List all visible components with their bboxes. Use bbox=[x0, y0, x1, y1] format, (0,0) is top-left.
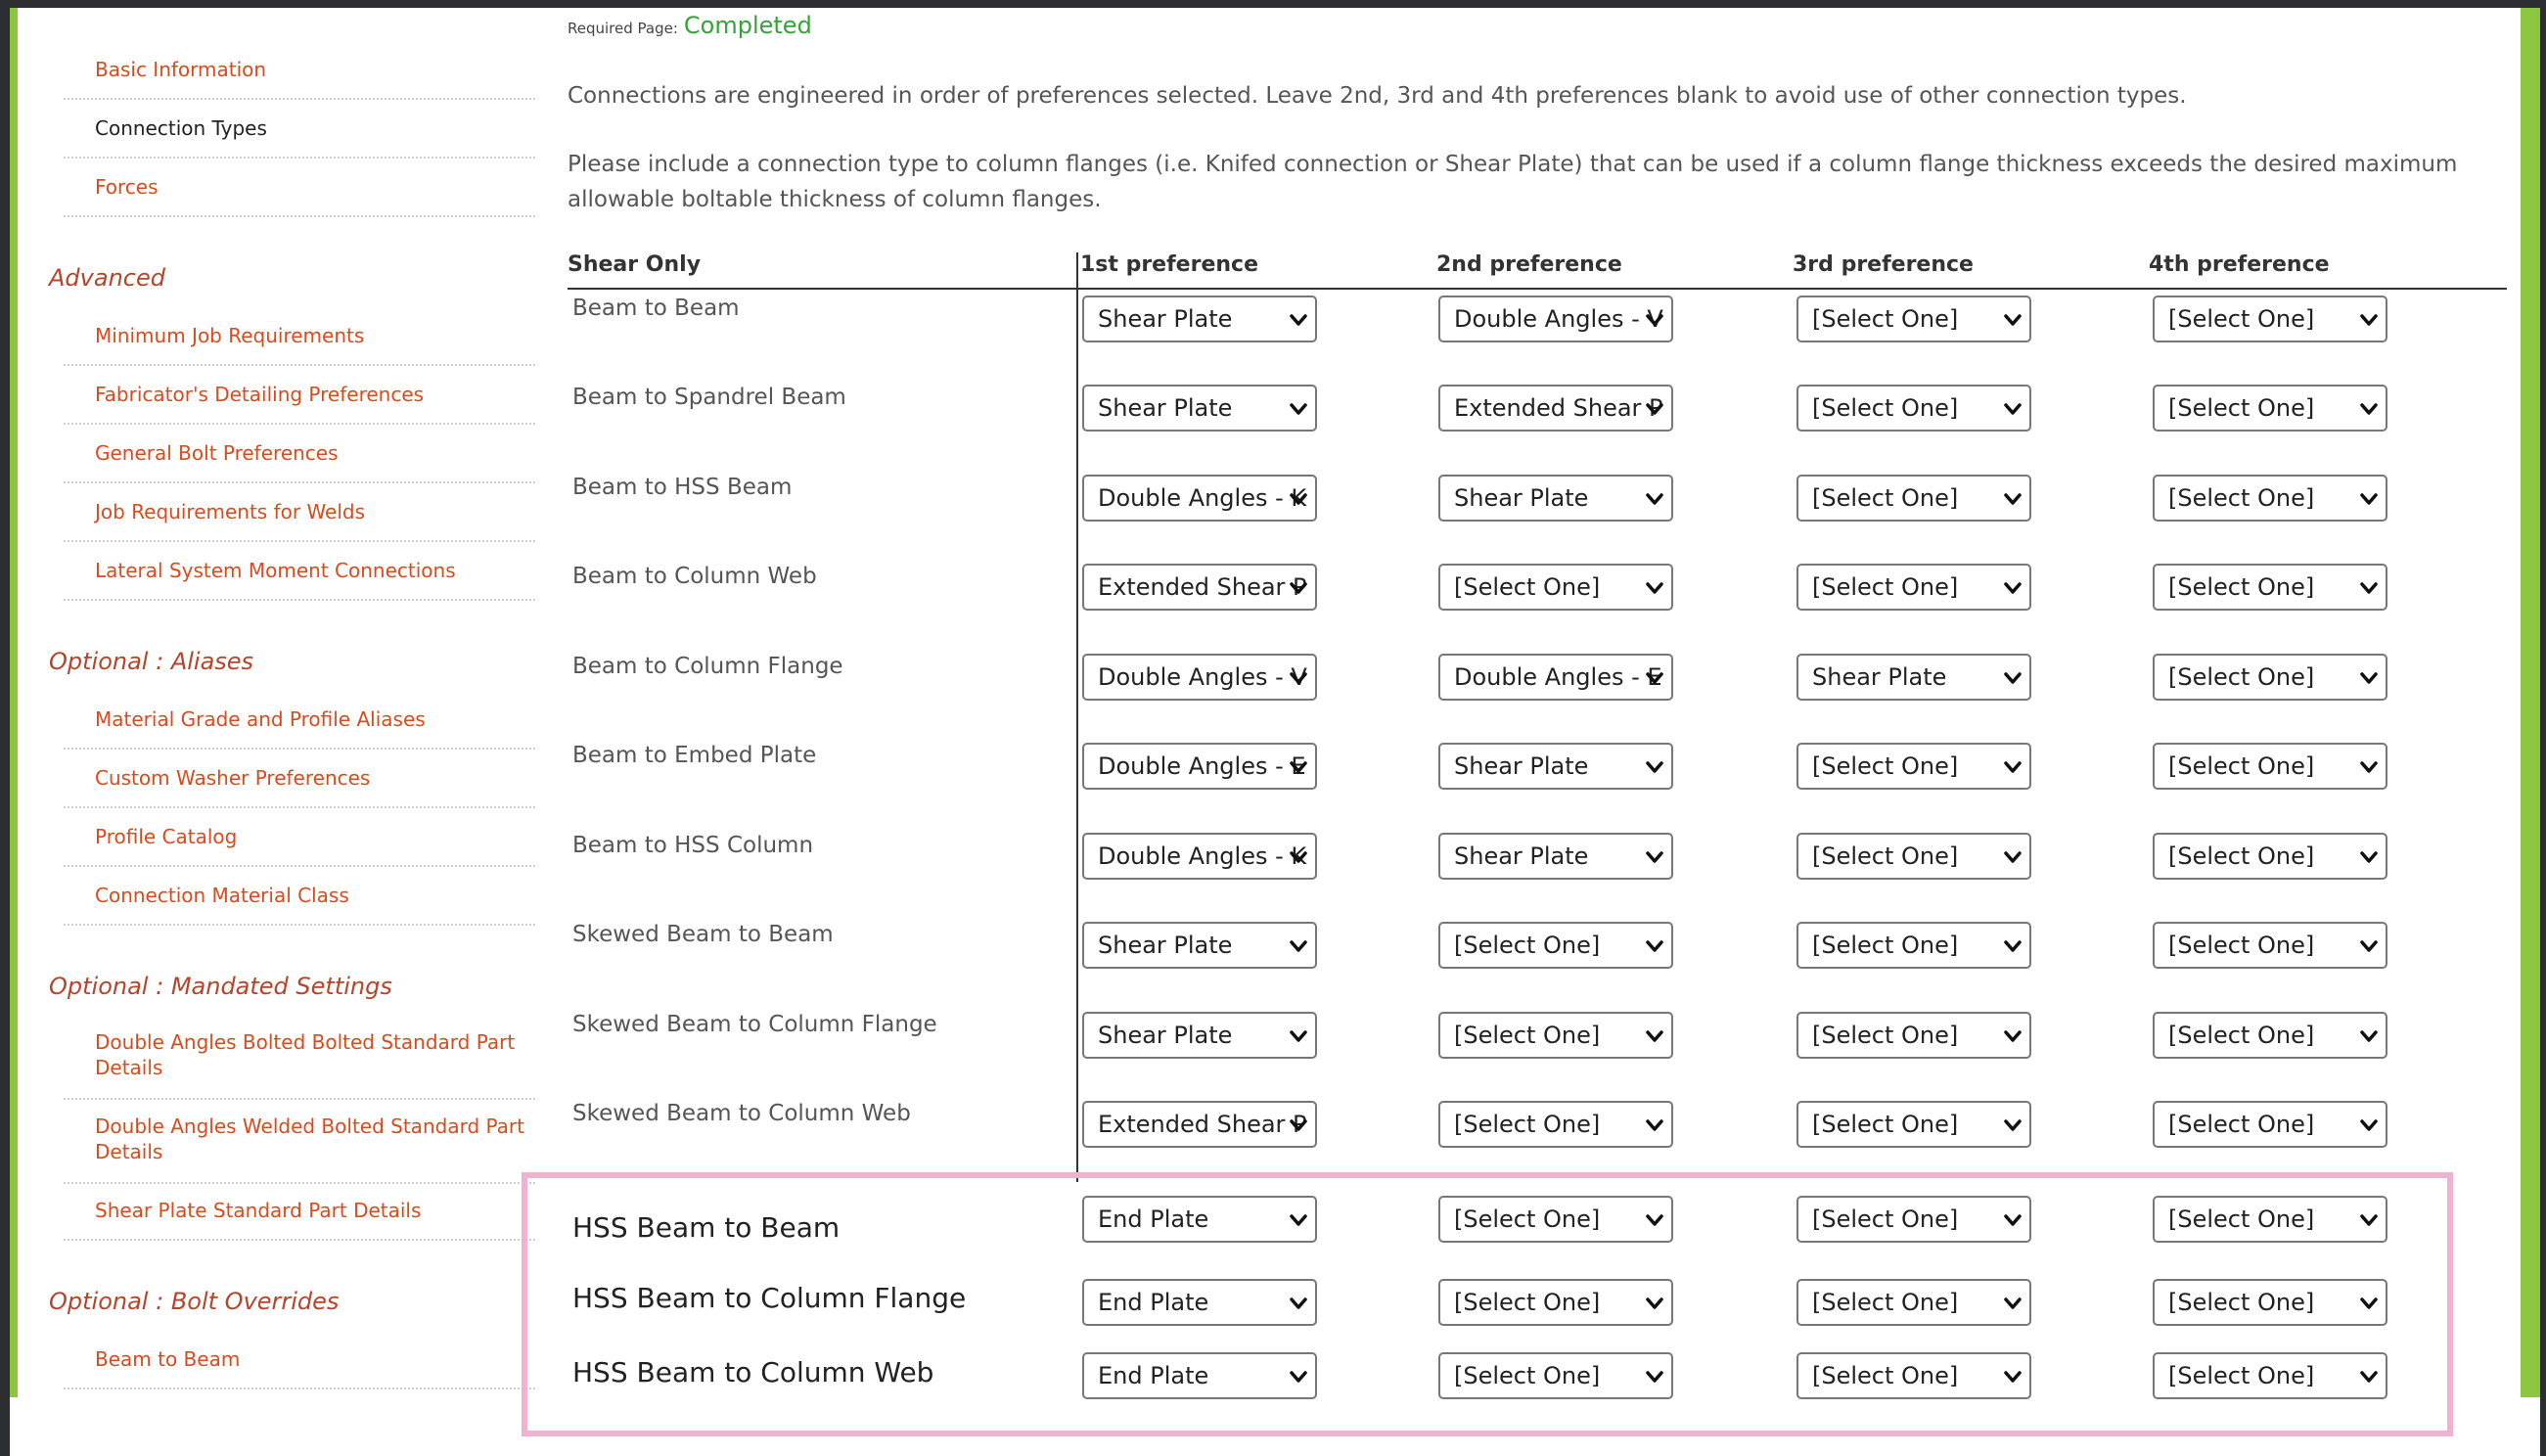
select-value: Shear Plate bbox=[1454, 752, 1589, 780]
select-value: [Select One] bbox=[2168, 663, 2315, 691]
intro-text-1: Connections are engineered in order of preferences selected. Leave 2nd, 3rd and 4th preferences blank to avoid use of other connection types. bbox=[568, 83, 2187, 109]
select-value: Extended Shear P bbox=[1098, 573, 1307, 601]
sidebar-item-job-requirements-for-welds[interactable]: Job Requirements for Welds bbox=[95, 500, 366, 523]
select-value: Double Angles - E bbox=[1454, 663, 1662, 691]
select-hss-beam-to-column-web-pref-2[interactable] bbox=[1438, 1352, 1673, 1399]
select-value: [Select One] bbox=[1812, 394, 1959, 422]
sidebar-divider bbox=[64, 865, 535, 867]
select-value: [Select One] bbox=[1454, 1022, 1601, 1049]
select-value: [Select One] bbox=[1812, 484, 1959, 512]
sidebar-item-forces[interactable]: Forces bbox=[95, 175, 159, 199]
required-page-label: Required Page: bbox=[568, 20, 678, 37]
select-skewed-beam-to-column-flange-pref-2[interactable] bbox=[1438, 1012, 1673, 1059]
select-value: Shear Plate bbox=[1098, 305, 1233, 333]
sidebar-item-material-grade-and-profile-aliases[interactable]: Material Grade and Profile Aliases bbox=[95, 707, 426, 731]
select-hss-beam-to-beam-pref-3[interactable] bbox=[1796, 1196, 2031, 1243]
select-hss-beam-to-beam-pref-1[interactable] bbox=[1082, 1196, 1317, 1243]
select-skewed-beam-to-column-flange-pref-1[interactable] bbox=[1082, 1012, 1317, 1059]
select-value: [Select One] bbox=[1812, 305, 1959, 333]
select-beam-to-beam-pref-4[interactable] bbox=[2153, 296, 2387, 342]
sidebar-item-double-angles-welded-bolted[interactable]: Double Angles Welded Bolted Standard Part Details bbox=[95, 1115, 524, 1163]
select-skewed-beam-to-beam-pref-1[interactable] bbox=[1082, 922, 1317, 969]
select-value: [Select One] bbox=[1454, 932, 1601, 959]
select-beam-to-hss-column-pref-1[interactable] bbox=[1082, 833, 1317, 880]
select-skewed-beam-to-beam-pref-3[interactable] bbox=[1796, 922, 2031, 969]
sidebar-divider bbox=[64, 157, 535, 159]
select-value: Shear Plate bbox=[1098, 1022, 1233, 1049]
select-beam-to-column-web-pref-2[interactable] bbox=[1438, 564, 1673, 611]
select-beam-to-hss-column-pref-4[interactable] bbox=[2153, 833, 2387, 880]
select-beam-to-hss-column-pref-2[interactable] bbox=[1438, 833, 1673, 880]
select-beam-to-hss-beam-pref-1[interactable] bbox=[1082, 475, 1317, 522]
select-hss-beam-to-column-flange-pref-2[interactable] bbox=[1438, 1279, 1673, 1326]
header-rule bbox=[568, 288, 2507, 290]
select-value: Extended Shear P bbox=[1098, 1111, 1307, 1138]
select-beam-to-spandrel-beam-pref-3[interactable] bbox=[1796, 385, 2031, 432]
intro-text-2: Please include a connection type to column flanges (i.e. Knifed connection or Shear Plate) that can be used if a column flange thickness exceeds the desired maximum allowable boltable thickness of column flanges. bbox=[568, 152, 2458, 212]
select-value: Double Angles - K bbox=[1098, 842, 1307, 870]
select-beam-to-beam-pref-2[interactable] bbox=[1438, 296, 1673, 342]
left-accent-strip bbox=[10, 8, 18, 1397]
sidebar-divider bbox=[64, 481, 535, 483]
select-value: [Select One] bbox=[2168, 573, 2315, 601]
select-value: [Select One] bbox=[1812, 842, 1959, 870]
select-beam-to-embed-plate-pref-3[interactable] bbox=[1796, 743, 2031, 790]
select-value: [Select One] bbox=[1812, 1289, 1959, 1316]
select-value: [Select One] bbox=[1812, 1022, 1959, 1049]
select-value: Extended Shear P bbox=[1454, 394, 1663, 422]
select-value: [Select One] bbox=[1454, 1206, 1601, 1233]
right-accent-strip bbox=[2521, 8, 2540, 1397]
select-beam-to-hss-column-pref-3[interactable] bbox=[1796, 833, 2031, 880]
sidebar-divider bbox=[64, 540, 535, 542]
select-value: [Select One] bbox=[2168, 1022, 2315, 1049]
row-label-skewed-beam-to-column-flange: Skewed Beam to Column Flange bbox=[572, 1012, 937, 1037]
row-label-hss-beam-to-column-flange: HSS Beam to Column Flange bbox=[572, 1282, 967, 1314]
sidebar-item-bolt-override-beam-to-beam[interactable]: Beam to Beam bbox=[95, 1347, 241, 1371]
select-value: [Select One] bbox=[2168, 1206, 2315, 1233]
row-label-hss-beam-to-beam: HSS Beam to Beam bbox=[572, 1211, 841, 1244]
sidebar-divider bbox=[64, 98, 535, 100]
sidebar-divider bbox=[64, 599, 535, 601]
select-value: [Select One] bbox=[2168, 1111, 2315, 1138]
select-value: End Plate bbox=[1098, 1289, 1209, 1316]
row-label-skewed-beam-to-beam: Skewed Beam to Beam bbox=[572, 922, 834, 947]
sidebar-divider bbox=[64, 215, 535, 217]
select-value: Double Angles - E bbox=[1098, 752, 1306, 780]
sidebar-section-aliases: Optional : Aliases bbox=[49, 648, 254, 675]
select-beam-to-hss-beam-pref-4[interactable] bbox=[2153, 475, 2387, 522]
sidebar-item-profile-catalog[interactable]: Profile Catalog bbox=[95, 825, 238, 848]
row-label-hss-beam-to-column-web: HSS Beam to Column Web bbox=[572, 1356, 934, 1388]
select-beam-to-embed-plate-pref-2[interactable] bbox=[1438, 743, 1673, 790]
select-beam-to-hss-beam-pref-3[interactable] bbox=[1796, 475, 2031, 522]
select-beam-to-spandrel-beam-pref-2[interactable] bbox=[1438, 385, 1673, 432]
select-beam-to-spandrel-beam-pref-1[interactable] bbox=[1082, 385, 1317, 432]
select-value: [Select One] bbox=[2168, 842, 2315, 870]
sidebar-item-basic-information[interactable]: Basic Information bbox=[95, 58, 267, 81]
select-skewed-beam-to-column-web-pref-1[interactable] bbox=[1082, 1101, 1317, 1148]
select-beam-to-embed-plate-pref-1[interactable] bbox=[1082, 743, 1317, 790]
select-skewed-beam-to-column-web-pref-4[interactable] bbox=[2153, 1101, 2387, 1148]
select-value: [Select One] bbox=[1454, 1362, 1601, 1389]
row-label-beam-to-beam: Beam to Beam bbox=[572, 296, 740, 321]
sidebar-section-advanced: Advanced bbox=[49, 264, 165, 292]
select-hss-beam-to-beam-pref-4[interactable] bbox=[2153, 1196, 2387, 1243]
select-value: [Select One] bbox=[2168, 1362, 2315, 1389]
select-value: Double Angles - V bbox=[1098, 663, 1307, 691]
sidebar-item-general-bolt-preferences[interactable]: General Bolt Preferences bbox=[95, 441, 339, 465]
select-value: [Select One] bbox=[1812, 1111, 1959, 1138]
select-value: [Select One] bbox=[1812, 932, 1959, 959]
select-skewed-beam-to-column-flange-pref-3[interactable] bbox=[1796, 1012, 2031, 1059]
row-label-beam-to-column-flange: Beam to Column Flange bbox=[572, 654, 843, 679]
required-page-value: Completed bbox=[683, 12, 812, 39]
select-beam-to-column-flange-pref-4[interactable] bbox=[2153, 654, 2387, 701]
select-value: [Select One] bbox=[1454, 573, 1601, 601]
sidebar-item-lateral-system-moment-connections[interactable]: Lateral System Moment Connections bbox=[95, 559, 456, 582]
select-hss-beam-to-column-web-pref-3[interactable] bbox=[1796, 1352, 2031, 1399]
column-header-2nd: 2nd preference bbox=[1436, 252, 1622, 277]
sidebar-divider bbox=[64, 1182, 535, 1184]
select-skewed-beam-to-beam-pref-2[interactable] bbox=[1438, 922, 1673, 969]
sidebar-section-bolt-overrides: Optional : Bolt Overrides bbox=[49, 1288, 340, 1315]
select-value: Double Angles - V bbox=[1454, 305, 1663, 333]
window-top-bar bbox=[0, 0, 2546, 8]
window-right-edge bbox=[2540, 0, 2546, 1456]
select-beam-to-column-web-pref-1[interactable] bbox=[1082, 564, 1317, 611]
select-beam-to-column-flange-pref-1[interactable] bbox=[1082, 654, 1317, 701]
select-value: [Select One] bbox=[1812, 752, 1959, 780]
select-beam-to-embed-plate-pref-4[interactable] bbox=[2153, 743, 2387, 790]
select-skewed-beam-to-column-web-pref-2[interactable] bbox=[1438, 1101, 1673, 1148]
select-beam-to-beam-pref-3[interactable] bbox=[1796, 296, 2031, 342]
select-skewed-beam-to-column-web-pref-3[interactable] bbox=[1796, 1101, 2031, 1148]
label-column-rule bbox=[1076, 252, 1078, 1182]
select-beam-to-beam-pref-1[interactable] bbox=[1082, 296, 1317, 342]
section-header-shear-only: Shear Only bbox=[568, 252, 702, 277]
row-label-beam-to-spandrel-beam: Beam to Spandrel Beam bbox=[572, 385, 846, 410]
sidebar-divider bbox=[64, 924, 535, 926]
select-hss-beam-to-column-flange-pref-4[interactable] bbox=[2153, 1279, 2387, 1326]
sidebar-item-connection-types[interactable]: Connection Types bbox=[95, 116, 267, 140]
select-beam-to-hss-beam-pref-2[interactable] bbox=[1438, 475, 1673, 522]
column-header-4th: 4th preference bbox=[2149, 252, 2330, 277]
select-value: [Select One] bbox=[2168, 752, 2315, 780]
sidebar-divider bbox=[64, 423, 535, 425]
select-hss-beam-to-column-flange-pref-1[interactable] bbox=[1082, 1279, 1317, 1326]
select-value: [Select One] bbox=[1812, 1206, 1959, 1233]
select-value: End Plate bbox=[1098, 1206, 1209, 1233]
select-value: Shear Plate bbox=[1454, 484, 1589, 512]
sidebar-item-fabricators-detailing-preferences[interactable]: Fabricator's Detailing Preferences bbox=[95, 383, 425, 406]
sidebar-divider bbox=[64, 806, 535, 808]
window-left-edge bbox=[0, 0, 10, 1456]
select-beam-to-column-web-pref-3[interactable] bbox=[1796, 564, 2031, 611]
select-value: [Select One] bbox=[2168, 484, 2315, 512]
select-value: [Select One] bbox=[1812, 1362, 1959, 1389]
select-beam-to-column-flange-pref-2[interactable] bbox=[1438, 654, 1673, 701]
column-header-3rd: 3rd preference bbox=[1793, 252, 1974, 277]
select-hss-beam-to-column-web-pref-4[interactable] bbox=[2153, 1352, 2387, 1399]
sidebar-section-mandated-settings: Optional : Mandated Settings bbox=[49, 973, 392, 1000]
select-hss-beam-to-column-flange-pref-3[interactable] bbox=[1796, 1279, 2031, 1326]
sidebar-item-connection-material-class[interactable]: Connection Material Class bbox=[95, 884, 349, 907]
select-value: [Select One] bbox=[1454, 1111, 1601, 1138]
select-hss-beam-to-column-web-pref-1[interactable] bbox=[1082, 1352, 1317, 1399]
row-label-beam-to-column-web: Beam to Column Web bbox=[572, 564, 817, 589]
sidebar-item-custom-washer-preferences[interactable]: Custom Washer Preferences bbox=[95, 766, 371, 790]
sidebar-item-shear-plate-standard-part-details[interactable]: Shear Plate Standard Part Details bbox=[95, 1199, 422, 1222]
sidebar-divider bbox=[64, 1098, 535, 1100]
row-label-skewed-beam-to-column-web: Skewed Beam to Column Web bbox=[572, 1101, 911, 1126]
select-skewed-beam-to-column-flange-pref-4[interactable] bbox=[2153, 1012, 2387, 1059]
select-value: [Select One] bbox=[2168, 305, 2315, 333]
sidebar-item-double-angles-bolted-bolted[interactable]: Double Angles Bolted Bolted Standard Part Details bbox=[95, 1030, 516, 1079]
select-value: [Select One] bbox=[1812, 573, 1959, 601]
select-value: Double Angles - K bbox=[1098, 484, 1307, 512]
sidebar-divider bbox=[64, 1388, 535, 1389]
sidebar-divider bbox=[64, 364, 535, 366]
select-beam-to-column-web-pref-4[interactable] bbox=[2153, 564, 2387, 611]
select-value: Shear Plate bbox=[1098, 394, 1233, 422]
select-value: End Plate bbox=[1098, 1362, 1209, 1389]
row-label-beam-to-hss-column: Beam to HSS Column bbox=[572, 833, 814, 858]
select-skewed-beam-to-beam-pref-4[interactable] bbox=[2153, 922, 2387, 969]
row-label-beam-to-embed-plate: Beam to Embed Plate bbox=[572, 743, 817, 768]
select-value: Shear Plate bbox=[1454, 842, 1589, 870]
select-value: [Select One] bbox=[2168, 1289, 2315, 1316]
select-hss-beam-to-beam-pref-2[interactable] bbox=[1438, 1196, 1673, 1243]
select-value: [Select One] bbox=[1454, 1289, 1601, 1316]
select-value: [Select One] bbox=[2168, 394, 2315, 422]
select-beam-to-column-flange-pref-3[interactable] bbox=[1796, 654, 2031, 701]
sidebar-divider bbox=[64, 748, 535, 750]
select-value: Shear Plate bbox=[1812, 663, 1947, 691]
select-beam-to-spandrel-beam-pref-4[interactable] bbox=[2153, 385, 2387, 432]
sidebar-item-minimum-job-requirements[interactable]: Minimum Job Requirements bbox=[95, 324, 365, 347]
row-label-beam-to-hss-beam: Beam to HSS Beam bbox=[572, 475, 793, 500]
select-value: [Select One] bbox=[2168, 932, 2315, 959]
sidebar-divider bbox=[64, 1239, 535, 1241]
select-value: Shear Plate bbox=[1098, 932, 1233, 959]
column-header-1st: 1st preference bbox=[1080, 252, 1258, 277]
required-page-status bbox=[568, 12, 812, 39]
